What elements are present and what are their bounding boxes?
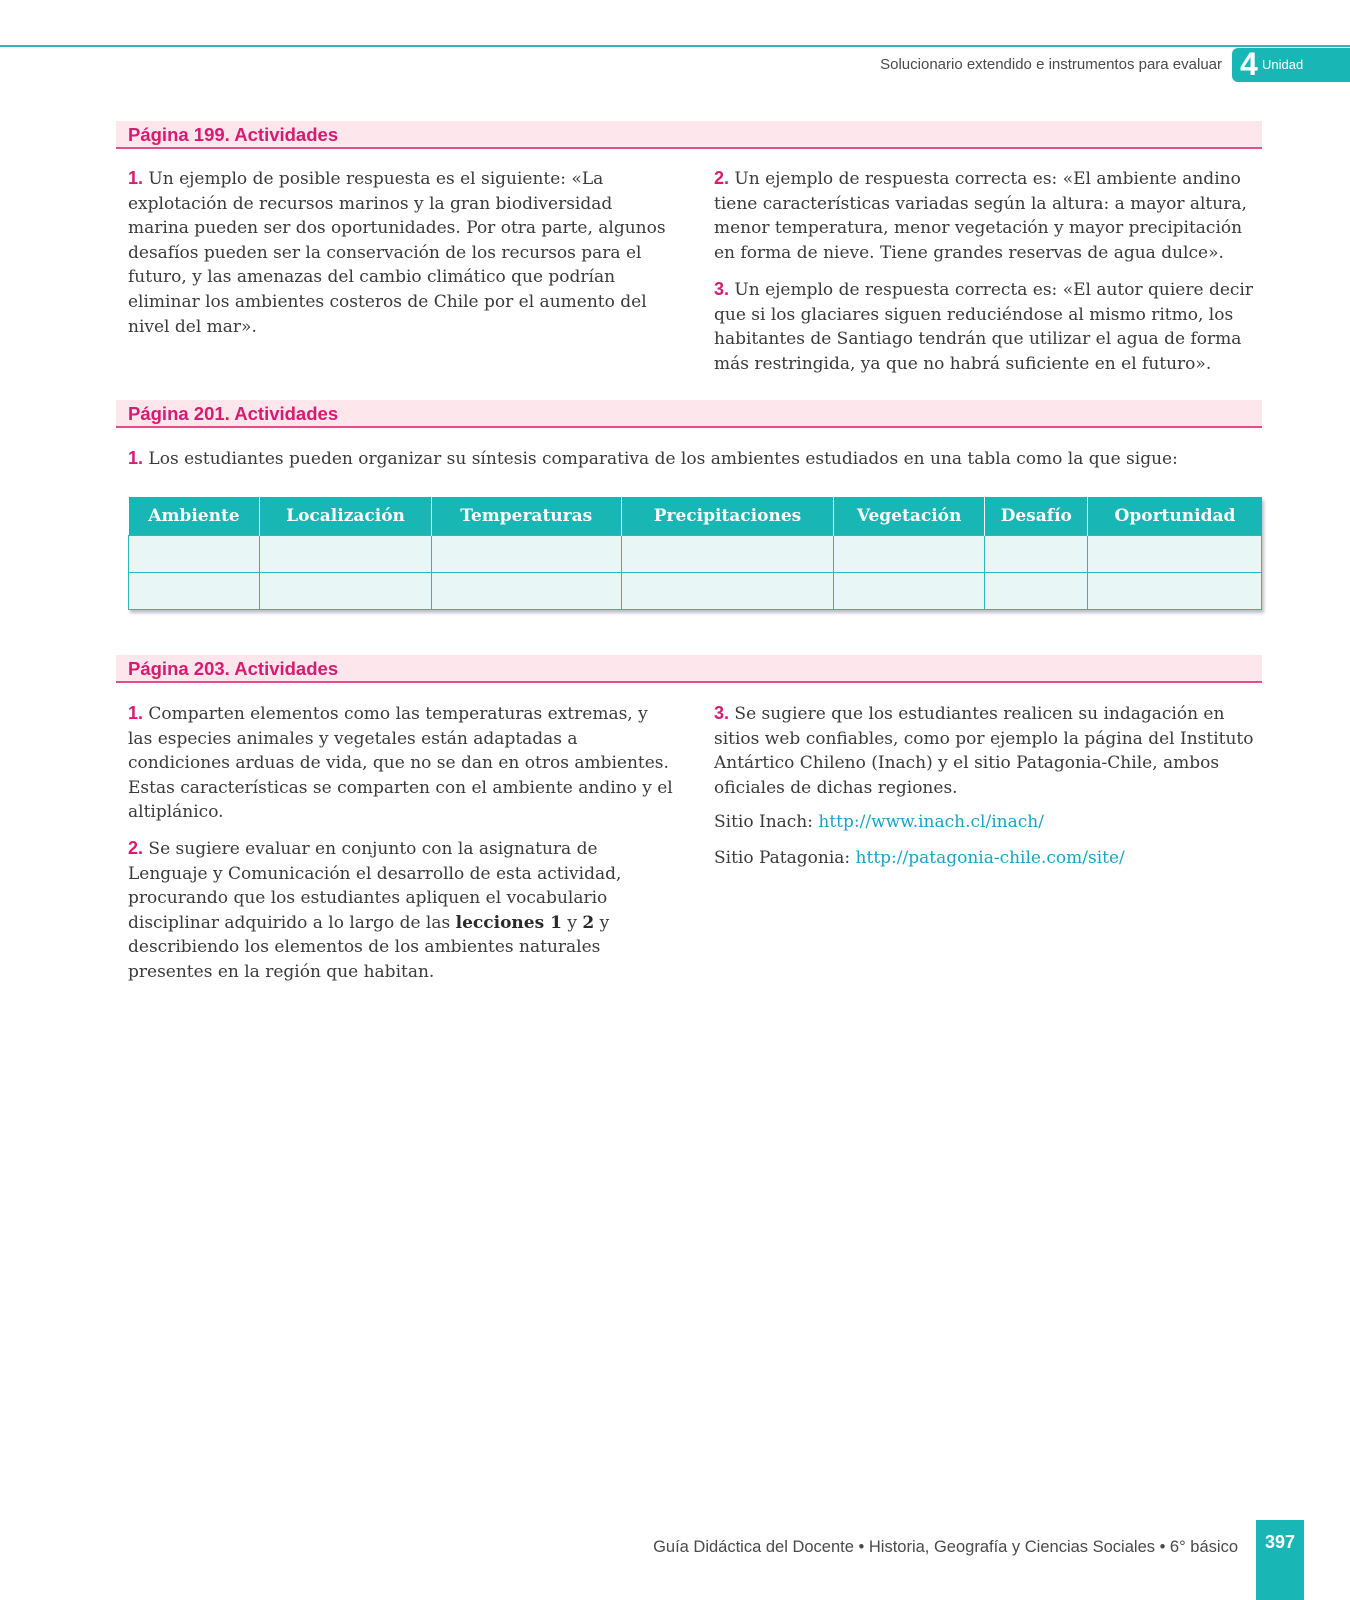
link-label: Sitio Patagonia: xyxy=(714,848,851,868)
table-cell xyxy=(1088,536,1262,573)
p199-item-3 xyxy=(714,277,1266,376)
item-text: Se sugiere que los estudiantes realicen su indagación en sitios web confiables, como por ejemplo la página del Instituto Antártico Chileno (Inach) y el sitio Patagonia-Chile, ambos oficiales de dichas regiones. xyxy=(714,704,1254,798)
table-cell xyxy=(260,536,431,573)
table-row xyxy=(129,573,1262,610)
section-heading-text: Página 201. Actividades xyxy=(128,403,339,424)
table-cell xyxy=(1088,573,1262,610)
table-header-cell: Vegetación xyxy=(834,497,985,536)
patagonia-link-line xyxy=(714,846,1266,871)
running-header: Solucionario extendido e instrumentos para evaluar xyxy=(880,56,1222,73)
p201-item-1 xyxy=(128,446,1262,472)
item-text: Un ejemplo de respuesta correcta es: «El ambiente andino tiene características variadas según la altura: a mayor altura, menor temperatura, menor vegetación y mayor precipitación en forma de nieve. Tiene grandes reservas de agua dulce». xyxy=(714,169,1247,263)
item-text: Un ejemplo de posible respuesta es el siguiente: «La explotación de recursos marinos y la gran biodiversidad marina pueden ser dos oportunidades. Por otra parte, algunos desafíos pueden ser la conservación de los recursos para el futuro, y las amenazas del cambio climático que podrían eliminar los ambientes costeros de Chile por el aumento del nivel del mar». xyxy=(128,169,666,337)
section-heading-203 xyxy=(116,655,1262,683)
table-cell xyxy=(834,573,985,610)
item-number: 1. xyxy=(128,448,144,468)
section-heading-text: Página 203. Actividades xyxy=(128,658,339,679)
item-text: Comparten elementos como las temperaturas extremas, y las especies animales y vegetales están adaptadas a condiciones arduas de vida, que no se dan en otros ambientes. Estas características se comparten con el ambiente andino y el altiplánico. xyxy=(128,704,673,823)
table-header-cell: Precipitaciones xyxy=(621,497,833,536)
item-number: 3. xyxy=(714,703,730,723)
item-text: y describiendo los elementos de los ambientes naturales presentes en la región que habitan. xyxy=(128,912,610,982)
comparison-table xyxy=(128,497,1262,610)
p203-item-2 xyxy=(128,836,673,985)
table-header-cell: Ambiente xyxy=(129,497,260,536)
header-rule xyxy=(0,45,1350,47)
table-header-row xyxy=(129,497,1262,536)
table-cell xyxy=(985,573,1088,610)
table-cell xyxy=(129,573,260,610)
page-number: 397 xyxy=(1264,1532,1296,1552)
table-header-cell: Temperaturas xyxy=(431,497,621,536)
section-heading-201 xyxy=(116,400,1262,428)
item-number: 2. xyxy=(128,838,144,858)
link-label: Sitio Inach: xyxy=(714,812,813,832)
unit-label: Unidad xyxy=(1262,57,1304,72)
inach-link[interactable]: http://www.inach.cl/inach/ xyxy=(818,812,1044,832)
p199-item-1 xyxy=(128,166,673,339)
p203-item-3 xyxy=(714,701,1266,800)
table-header-cell: Desafío xyxy=(985,497,1088,536)
unit-number: 4 xyxy=(1240,46,1258,82)
patagonia-link[interactable]: http://patagonia-chile.com/site/ xyxy=(855,848,1125,868)
section-heading-199 xyxy=(116,121,1262,149)
bold-lesson-1: lecciones 1 xyxy=(455,912,562,933)
table-cell xyxy=(834,536,985,573)
bold-lesson-2: 2 xyxy=(582,912,595,933)
item-number: 2. xyxy=(714,168,730,188)
table-header-cell: Oportunidad xyxy=(1088,497,1262,536)
item-number: 3. xyxy=(714,279,730,299)
item-number: 1. xyxy=(128,703,144,723)
table-cell xyxy=(985,536,1088,573)
section-heading-text: Página 199. Actividades xyxy=(128,124,339,145)
item-number: 1. xyxy=(128,168,144,188)
p203-item-1 xyxy=(128,701,673,825)
item-text: Los estudiantes pueden organizar su síntesis comparativa de los ambientes estudiados en una tabla como la que sigue: xyxy=(148,449,1178,469)
table-cell xyxy=(621,573,833,610)
table-header-cell: Localización xyxy=(260,497,431,536)
table-cell xyxy=(621,536,833,573)
page-number-tab xyxy=(1256,1520,1304,1600)
running-footer: Guía Didáctica del Docente • Historia, Geografía y Ciencias Sociales • 6° básico xyxy=(653,1538,1238,1556)
table-cell xyxy=(260,573,431,610)
p199-item-2 xyxy=(714,166,1266,265)
table-cell xyxy=(431,536,621,573)
item-text: Un ejemplo de respuesta correcta es: «El autor quiere decir que si los glaciares siguen reduciéndose al mismo ritmo, los habitantes de Santiago tendrán que utilizar el agua de forma más restringida, ya que no habrá suficiente en el futuro». xyxy=(714,280,1253,374)
table-row xyxy=(129,536,1262,573)
table-cell xyxy=(431,573,621,610)
table-cell xyxy=(129,536,260,573)
inach-link-line xyxy=(714,810,1266,835)
item-text: Se sugiere evaluar en conjunto con la asignatura de Lenguaje y Comunicación el desarrollo de esta actividad, procurando que los estudiantes apliquen el vocabulario disciplinar adquirido a lo largo de las xyxy=(128,839,622,933)
item-text: y xyxy=(567,912,577,933)
unit-tab xyxy=(1232,48,1350,82)
